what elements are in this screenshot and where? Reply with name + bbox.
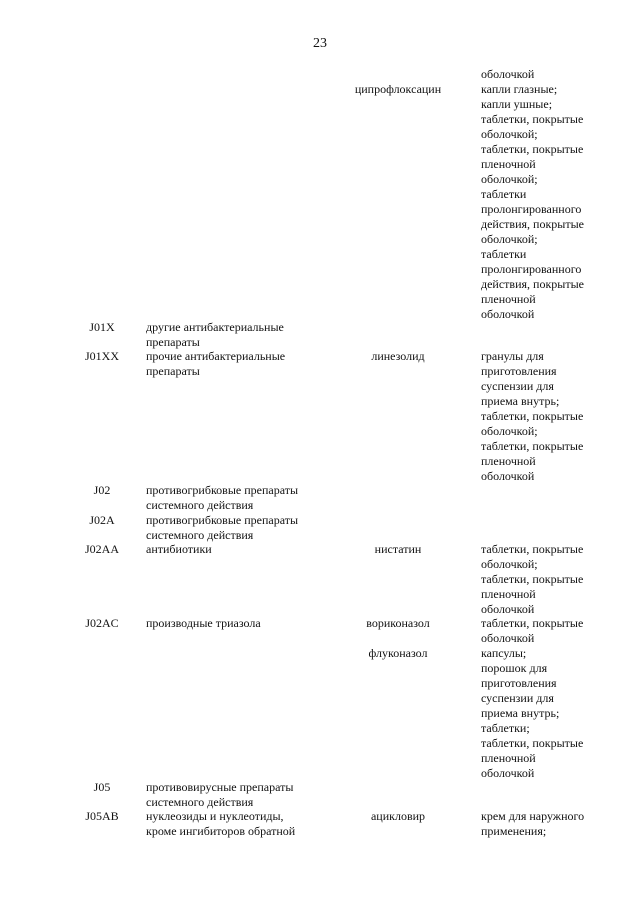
drug-name: ципрофлоксацин [354, 82, 442, 96]
atc-code: J01XX [84, 349, 119, 363]
pharmacological-group: производные триазола [146, 616, 261, 630]
dosage-forms: оболочкой капли глазные; капли ушные; таблетки, покрытые оболочкой; таблетки, покрытые пленочной оболочкой; таблетки пролонгированного действия, покрытые оболочкой; таблетки пролонгированного действия, покрытые пленочной оболочкой [481, 67, 584, 321]
drug-name: нистатин [374, 542, 422, 556]
drug-name: вориконазол [366, 616, 430, 630]
drug-name: линезолид [371, 349, 425, 363]
atc-code: J02AC [85, 616, 119, 630]
atc-code: J02 [93, 483, 111, 497]
dosage-forms: капсулы; порошок для приготовления суспензии для приема внутрь; таблетки; таблетки, покрытые пленочной оболочкой [481, 646, 584, 780]
dosage-forms: крем для наружного применения; [481, 809, 585, 838]
atc-code: J02A [89, 513, 115, 527]
drug-name: флуконазол [368, 646, 428, 660]
atc-code: J05AB [85, 809, 119, 823]
pharmacological-group: другие антибактериальные препараты [146, 320, 284, 349]
page-number: 23 [313, 36, 327, 51]
pharmacological-group: нуклеозиды и нуклеотиды, кроме ингибиторов обратной [146, 809, 296, 838]
atc-code: J02AA [84, 542, 119, 556]
atc-code: J05 [93, 780, 111, 794]
pharmacological-group: противогрибковые препараты системного действия [146, 483, 299, 512]
atc-code: J01X [89, 320, 115, 334]
pharmacological-group: антибиотики [146, 542, 212, 556]
pharmacological-group: противогрибковые препараты системного действия [146, 513, 299, 542]
dosage-forms: таблетки, покрытые оболочкой; таблетки, покрытые пленочной оболочкой [481, 542, 584, 616]
dosage-forms: гранулы для приготовления суспензии для приема внутрь; таблетки, покрытые оболочкой; таблетки, покрытые пленочной оболочкой [481, 349, 584, 483]
drug-name: ацикловир [370, 809, 426, 823]
pharmacological-group: противовирусные препараты системного действия [146, 780, 294, 809]
dosage-forms: таблетки, покрытые оболочкой [481, 616, 584, 645]
pharmacological-group: прочие антибактериальные препараты [146, 349, 286, 378]
